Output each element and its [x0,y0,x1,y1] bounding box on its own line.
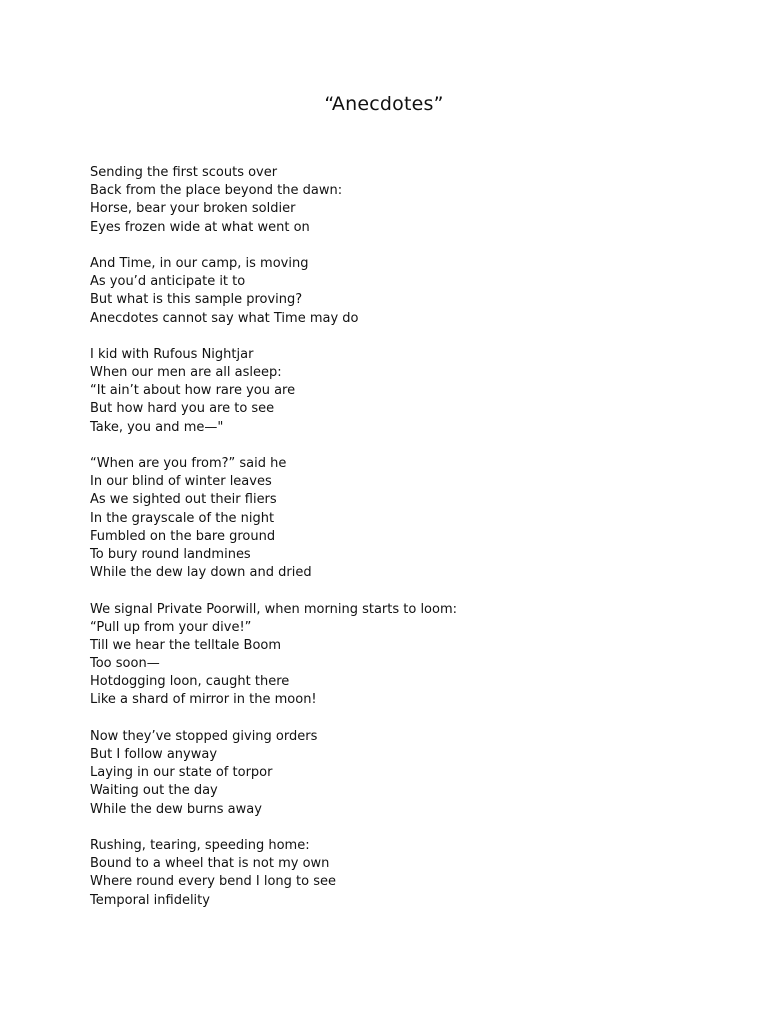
stanza-6 [90,728,710,819]
stanza-7 [90,837,710,910]
poem-line: But what is this sample proving? [90,292,303,308]
stanza-5 [90,601,710,710]
poem-line: In our blind of winter leaves [90,474,272,490]
poem-line: In the grayscale of the night [90,510,275,526]
poem-line: As we sighted out their fliers [90,492,277,508]
poem-line: But I follow anyway [90,747,218,762]
poem-line: “It ain’t about how rare you are [90,383,296,399]
stanza-1 [90,164,710,237]
poem-line: Where round every bend I long to see [90,874,336,890]
poem-line: As you’d anticipate it to [90,274,246,290]
poem-line: To bury round landmines [90,546,251,562]
poem-line: Sending the first scouts over [90,165,278,180]
poem-line: Rushing, tearing, speeding home: [90,837,310,853]
poem-line: While the dew burns away [90,801,262,817]
poem-line: Horse, bear your broken soldier [90,201,296,217]
poem-line: Hotdogging loon, caught there [90,674,290,690]
poem-line: Temporal infidelity [90,892,210,908]
stanza-3 [90,346,710,437]
poem-line: Like a shard of mirror in the moon! [90,692,317,708]
poem-line: Waiting out the day [90,783,218,799]
stanza-4 [90,455,710,582]
poem-line: We signal Private Poorwill, when morning starts to loom: [90,601,458,617]
poem-line: But how hard you are to see [90,401,275,417]
poem-line: When our men are all asleep: [90,365,282,381]
poem-title: “Anecdotes” [324,93,444,115]
poem-line: “Pull up from your dive!” [90,619,252,635]
poem-body [90,164,710,928]
poem-line: Laying in our state of torpor [90,765,273,781]
poem-line: Anecdotes cannot say what Time may do [90,310,359,326]
poem-line: Too soon— [90,656,160,672]
poem-line: Eyes frozen wide at what went on [90,219,310,235]
poem-line: Take, you and me—" [90,419,224,435]
poem-line: Till we hear the telltale Boom [90,637,282,653]
poem-line: While the dew lay down and dried [90,565,312,581]
poem-line: Fumbled on the bare ground [90,528,276,544]
poem-line: Bound to a wheel that is not my own [90,856,330,872]
poem-line: “When are you from?” said he [90,456,287,471]
poem-line: Back from the place beyond the dawn: [90,183,343,199]
poem-line: And Time, in our camp, is moving [90,255,309,271]
poem-line: Now they’ve stopped giving orders [90,728,318,744]
stanza-2 [90,255,710,328]
poem-line: I kid with Rufous Nightjar [90,346,254,362]
